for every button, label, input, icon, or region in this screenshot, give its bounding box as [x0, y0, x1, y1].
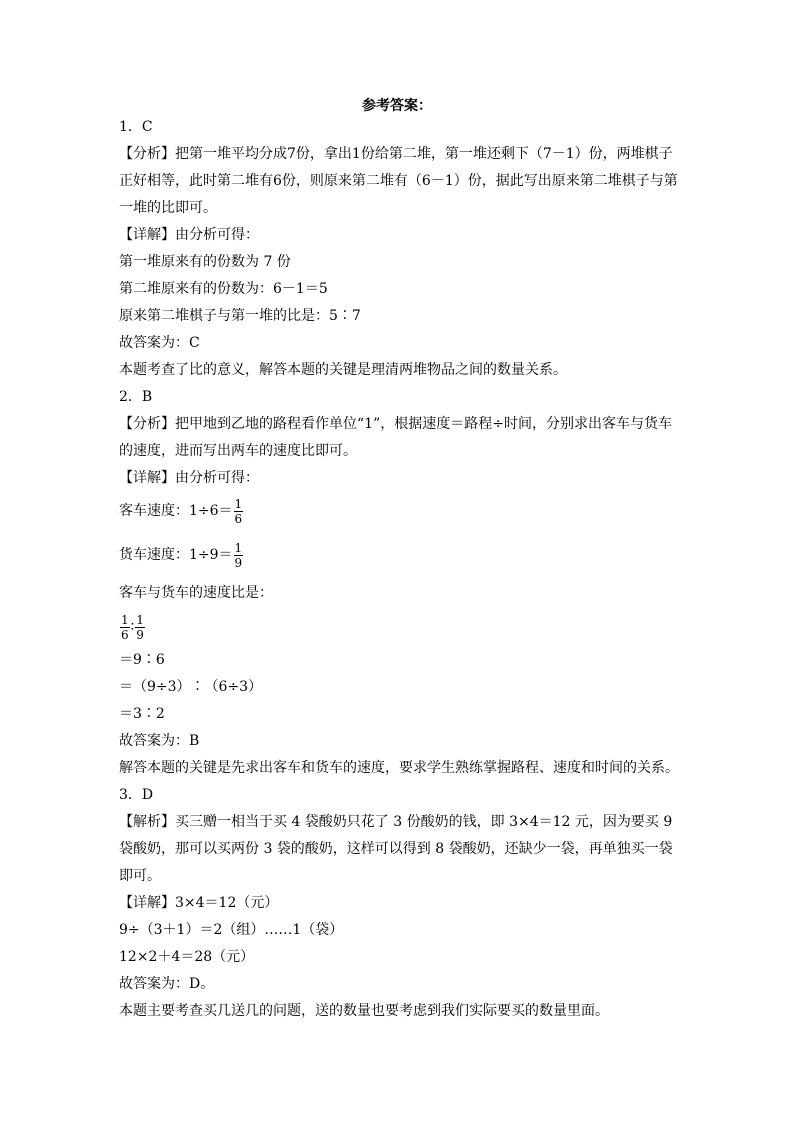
- q3-line: 9÷（3＋1）＝2（组）……1（袋）: [119, 922, 344, 938]
- q3-answer: 3．D: [119, 787, 154, 803]
- numerator: 1: [234, 540, 243, 555]
- q2-answer: 2．B: [119, 389, 153, 405]
- page-title: 参考答案：: [362, 98, 432, 114]
- q1-line: 本题考查了比的意义，解答本题的关键是理清两堆物品之间的数量关系。: [119, 362, 567, 378]
- q3-line: 【详解】3×4＝12（元）: [119, 895, 279, 911]
- numerator: 1: [136, 612, 144, 627]
- fraction-one-sixth: [120, 613, 130, 642]
- numerator: 1: [121, 612, 129, 627]
- q1-analysis: 【分析】把第一堆平均分成7份，拿出1份给第二堆，第一堆还剩下（7－1）份，两堆棋子正好相等，此时第二堆有6份，则原来第二堆有（6－1）份，据此写出原来第二堆棋子与第一堆的比即可。: [119, 146, 678, 216]
- q1-detail-heading: 【详解】由分析可得：: [119, 227, 259, 243]
- ratio-colon: ∶: [130, 619, 135, 635]
- q3-line: 故答案为：D。: [119, 976, 215, 992]
- q2-note: 解答本题的关键是先求出客车和货车的速度，要求学生熟练掌握路程、速度和时间的关系。: [119, 760, 679, 776]
- q1-line: 第一堆原来有的份数为 7 份: [119, 254, 291, 270]
- fraction-one-ninth: [135, 613, 145, 642]
- answer-content: [119, 114, 684, 1025]
- denominator: 6: [121, 627, 129, 642]
- q3-analysis: 【解析】买三赠一相当于买 4 袋酸奶只花了 3 份酸奶的钱，即 3×4＝12 元，因为要买 9 袋酸奶，那可以买两份 3 袋的酸奶，这样可以得到 8 袋酸奶，还缺少一袋，再单独买一袋即可。: [119, 814, 673, 884]
- q1-answer: 1．C: [119, 119, 153, 135]
- q2-bus-speed: [119, 492, 684, 536]
- q3-line: 12×2＋4＝28（元）: [119, 949, 255, 965]
- numerator: 1: [234, 496, 243, 511]
- q2-step: ＝（9÷3）∶（6÷3）: [119, 679, 263, 695]
- q2-step: ＝3∶2: [119, 706, 165, 722]
- q2-truck-speed: [119, 536, 684, 580]
- fraction-one-ninth: [234, 541, 244, 570]
- bus-speed-label: 客车速度：1÷6＝: [119, 503, 233, 519]
- q2-step: ＝9∶6: [119, 652, 165, 668]
- q2-ratio-label: 客车与货车的速度比是：: [119, 585, 273, 601]
- q1-line: 第二堆原来有的份数为：6－1＝5: [119, 281, 328, 297]
- denominator: 9: [136, 627, 144, 642]
- q3-line: 本题主要考查买几送几的问题，送的数量也要考虑到我们实际要买的数量里面。: [119, 1003, 609, 1019]
- q2-analysis: 【分析】把甲地到乙地的路程看作单位“1”，根据速度＝路程÷时间，分别求出客车与货车的速度，进而写出两车的速度比即可。: [119, 416, 672, 459]
- fraction-one-sixth: [234, 497, 244, 526]
- q2-conclusion: 故答案为：B: [119, 733, 200, 749]
- denominator: 9: [234, 555, 243, 570]
- denominator: 6: [234, 511, 243, 526]
- q2-ratio-fractions: [119, 607, 684, 647]
- truck-speed-label: 货车速度：1÷9＝: [119, 547, 233, 563]
- q1-line: 原来第二堆棋子与第一堆的比是：5∶7: [119, 308, 361, 324]
- q1-line: 故答案为：C: [119, 335, 200, 351]
- q2-detail-heading: 【详解】由分析可得：: [119, 470, 259, 486]
